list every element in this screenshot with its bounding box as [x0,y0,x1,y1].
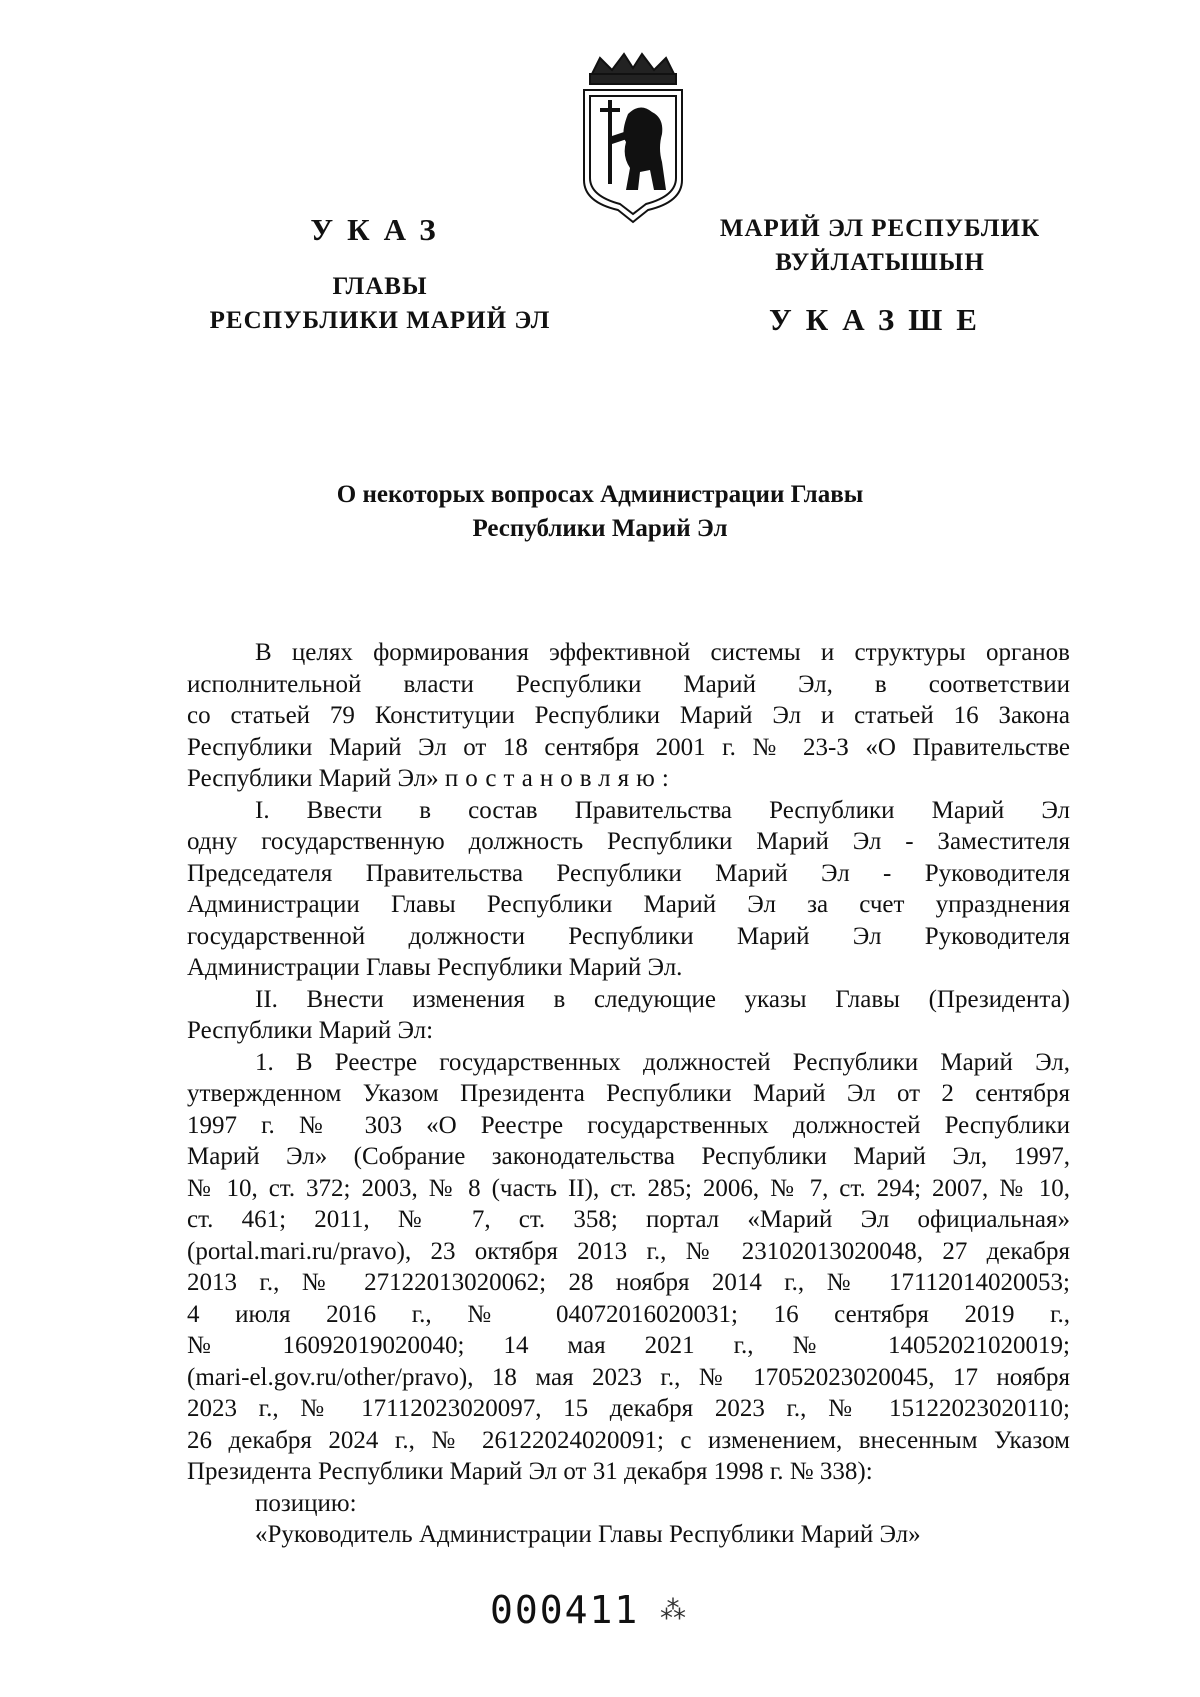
body-line: I. Ввести в состав Правительства Республики Марий Эл [255,796,1070,824]
body-line: № 10, ст. 372; 2003, № 8 (часть II), ст. 285; 2006, № 7, ст. 294; 2007, № 10, [187,1174,1070,1202]
document-title-line1: О некоторых вопросах Администрации Главы [336,481,864,508]
body-line: государственной должности Республики Марий Эл Руководителя [187,922,1070,950]
document-title [150,478,1050,546]
body-line: Президента Республики Марий Эл от 31 декабря 1998 г. № 338): [187,1458,873,1485]
body-line: 26 декабря 2024 г., № 26122024020091; с изменением, внесенным Указом [187,1426,1070,1454]
coat-of-arms-emblem [578,52,688,232]
decree-issuer-line2: РЕСПУБЛИКИ МАРИЙ ЭЛ [209,307,551,334]
body-line: «Руководитель Администрации Главы Республики Марий Эл» [255,1521,921,1548]
decree-issuer-mari-line2: ВУЙЛАТЫШЫН [775,249,985,276]
resolution-word: постановляю: [444,765,676,792]
body-line: позицию: [255,1489,357,1517]
decree-title-ru: УКАЗ [310,212,450,247]
body-line: № 16092019020040; 14 мая 2021 г., № 14052021020019; [187,1332,1070,1359]
form-serial-number: 000411 [490,1588,640,1632]
asterism-mark: ⁂ [660,1596,686,1625]
decree-issuer-line1: ГЛАВЫ [332,273,428,300]
body-line: 1. В Реестре государственных должностей Республики Марий Эл, [255,1048,1070,1076]
body-line: Председателя Правительства Республики Марий Эл - Руководителя [187,859,1070,887]
body-line: (portal.mari.ru/pravo), 23 октября 2013 г., № 23102013020048, 27 декабря [187,1237,1070,1265]
body-line: Республики Марий Эл: [187,1017,434,1044]
body-line: 2013 г., № 27122013020062; 28 ноября 2014 г., № 17112014020053; [187,1269,1070,1296]
body-line: 4 июля 2016 г., № 04072016020031; 16 сентября 2019 г., [187,1300,1070,1328]
document-body [187,637,1070,1551]
body-line: 1997 г. № 303 «О Реестре государственных должностей Республики [187,1111,1070,1139]
body-line: утвержденном Указом Президента Республики Марий Эл от 2 сентября [187,1080,1070,1107]
decree-issuer-mari-line1: МАРИЙ ЭЛ РЕСПУБЛИК [719,215,1041,242]
body-line: 2023 г., № 17112023020097, 15 декабря 2023 г., № 15122023020110; [187,1395,1070,1422]
body-line: Марий Эл» (Собрание законодательства Республики Марий Эл, 1997, [187,1143,1070,1170]
body-line: (mari-el.gov.ru/other/pravo), 18 мая 2023 г., № 17052023020045, 17 ноября [187,1363,1070,1391]
body-line: В целях формирования эффективной системы и структуры органов [255,639,1070,666]
body-line: исполнительной власти Республики Марий Эл, в соответствии [187,670,1070,698]
body-line: Администрации Главы Республики Марий Эл за счет упразднения [187,891,1070,918]
body-line: Администрации Главы Республики Марий Эл. [187,954,683,981]
decree-title-mari: УКАЗШЕ [769,302,991,337]
body-line: ст. 461; 2011, № 7, ст. 358; портал «Марий Эл официальная» [187,1206,1070,1233]
body-line: II. Внести изменения в следующие указы Главы (Президента) [255,985,1070,1013]
body-line: Республики Марий Эл от 18 сентября 2001 г. № 23-З «О Правительстве [187,733,1070,761]
body-line: одну государственную должность Республики Марий Эл - Заместителя [187,828,1070,855]
body-line-text: Республики Марий Эл» [187,765,439,792]
document-title-line2: Республики Марий Эл [472,515,728,542]
body-line [187,763,1070,795]
body-line: со статьей 79 Конституции Республики Марий Эл и статьей 16 Закона [187,702,1070,729]
